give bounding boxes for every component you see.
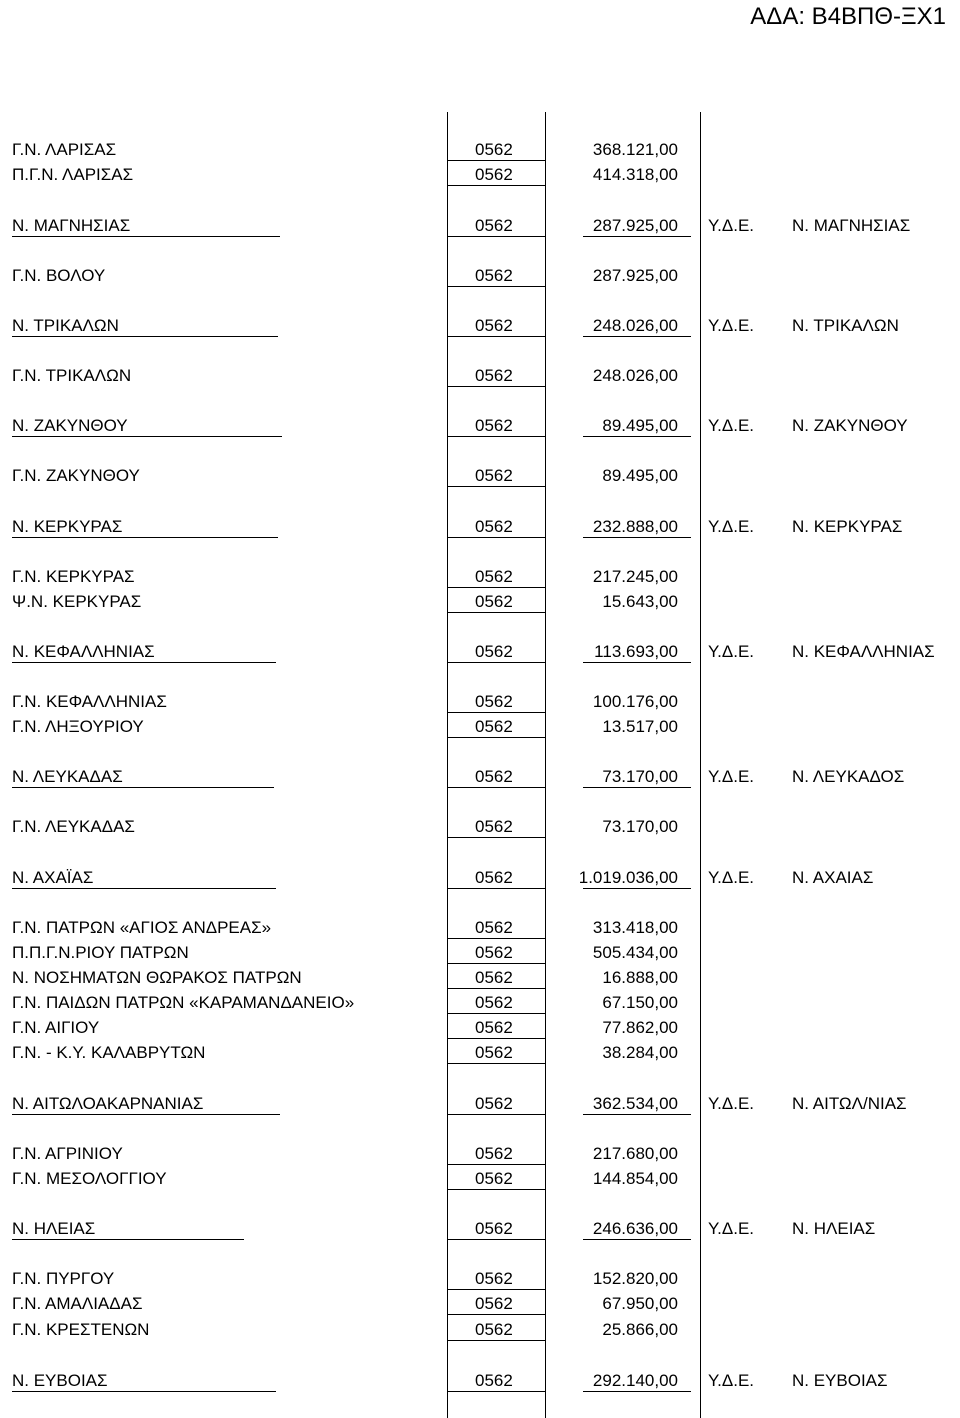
hospital-name: Π.Γ.Ν. ΛΑΡΙΣΑΣ bbox=[12, 165, 134, 184]
hospital-name: Γ.Ν. ΛΕΥΚΑΔΑΣ bbox=[12, 817, 135, 836]
code-underline bbox=[447, 888, 545, 889]
table-row bbox=[0, 414, 960, 438]
amount-value: 287.925,00 bbox=[592, 216, 678, 235]
budget-code: 0562 bbox=[475, 1144, 513, 1163]
code-underline bbox=[447, 1391, 545, 1392]
code-underline bbox=[447, 712, 545, 713]
table-row bbox=[0, 765, 960, 789]
hospital-name: Γ.Ν. ΖΑΚΥΝΘΟΥ bbox=[12, 466, 140, 485]
amount-value: 73.170,00 bbox=[602, 767, 678, 786]
yde-label: Υ.Δ.Ε. bbox=[708, 517, 755, 536]
prefecture-name: Ν. ΚΕΡΚΥΡΑΣ bbox=[12, 517, 123, 536]
code-underline bbox=[447, 286, 545, 287]
amount-value: 25.866,00 bbox=[602, 1320, 678, 1339]
table-row bbox=[0, 1217, 960, 1241]
yde-prefecture: Ν. ΕΥΒΟΙΑΣ bbox=[792, 1371, 888, 1390]
table-row bbox=[0, 815, 960, 839]
prefecture-name: Ν. ΗΛΕΙΑΣ bbox=[12, 1219, 96, 1238]
budget-code: 0562 bbox=[475, 1371, 513, 1390]
yde-label: Υ.Δ.Ε. bbox=[708, 1371, 755, 1390]
budget-code: 0562 bbox=[475, 1269, 513, 1288]
table-row bbox=[0, 991, 960, 1015]
budget-code: 0562 bbox=[475, 567, 513, 586]
amount-underline bbox=[583, 236, 691, 237]
table-row bbox=[0, 1041, 960, 1065]
name-underline bbox=[12, 1239, 244, 1240]
code-underline bbox=[447, 612, 545, 613]
table-row bbox=[0, 464, 960, 488]
yde-label: Υ.Δ.Ε. bbox=[708, 416, 755, 435]
name-underline bbox=[12, 662, 276, 663]
code-underline bbox=[447, 963, 545, 964]
table-row bbox=[0, 590, 960, 614]
code-underline bbox=[447, 1013, 545, 1014]
code-underline bbox=[447, 486, 545, 487]
hospital-name: Ψ.Ν. ΚΕΡΚΥΡΑΣ bbox=[12, 592, 142, 611]
hospital-name: Γ.Ν. ΑΙΓΙΟΥ bbox=[12, 1018, 100, 1037]
code-underline bbox=[447, 938, 545, 939]
yde-prefecture: Ν. ΑΧΑΙΑΣ bbox=[792, 868, 874, 887]
code-underline bbox=[447, 988, 545, 989]
code-underline bbox=[447, 185, 545, 186]
code-underline bbox=[447, 1239, 545, 1240]
table-row bbox=[0, 163, 960, 187]
yde-prefecture: Ν. ΑΙΤΩΛ/ΝΙΑΣ bbox=[792, 1094, 907, 1113]
hospital-name: Γ.Ν. ΤΡΙΚΑΛΩΝ bbox=[12, 366, 132, 385]
prefecture-name: Ν. ΕΥΒΟΙΑΣ bbox=[12, 1371, 108, 1390]
code-underline bbox=[447, 1114, 545, 1115]
table-row bbox=[0, 1369, 960, 1393]
code-underline bbox=[447, 737, 545, 738]
hospital-name: Ν. ΝΟΣΗΜΑΤΩΝ ΘΩΡΑΚΟΣ ΠΑΤΡΩΝ bbox=[12, 968, 302, 987]
amount-value: 248.026,00 bbox=[592, 316, 678, 335]
amount-value: 77.862,00 bbox=[602, 1018, 678, 1037]
code-underline bbox=[447, 1289, 545, 1290]
budget-code: 0562 bbox=[475, 642, 513, 661]
amount-value: 287.925,00 bbox=[592, 266, 678, 285]
amount-value: 246.636,00 bbox=[592, 1219, 678, 1238]
amount-underline bbox=[583, 888, 691, 889]
yde-prefecture: Ν. ΛΕΥΚΑΔΟΣ bbox=[792, 767, 905, 786]
table-row bbox=[0, 966, 960, 990]
amount-value: 217.680,00 bbox=[592, 1144, 678, 1163]
table-row bbox=[0, 715, 960, 739]
amount-value: 248.026,00 bbox=[592, 366, 678, 385]
name-underline bbox=[12, 537, 278, 538]
amount-value: 152.820,00 bbox=[592, 1269, 678, 1288]
budget-code: 0562 bbox=[475, 767, 513, 786]
hospital-name: Γ.Ν. ΠΥΡΓΟΥ bbox=[12, 1269, 115, 1288]
budget-code: 0562 bbox=[475, 1043, 513, 1062]
amount-underline bbox=[583, 1114, 691, 1115]
code-underline bbox=[447, 1038, 545, 1039]
code-underline bbox=[447, 386, 545, 387]
hospital-name: Γ.Ν. ΚΡΕΣΤΕΝΩΝ bbox=[12, 1320, 150, 1339]
yde-prefecture: Ν. ΜΑΓΝΗΣΙΑΣ bbox=[792, 216, 911, 235]
name-underline bbox=[12, 436, 282, 437]
amount-value: 67.950,00 bbox=[602, 1294, 678, 1313]
table-row bbox=[0, 264, 960, 288]
hospital-name: Γ.Ν. ΑΜΑΛΙΑΔΑΣ bbox=[12, 1294, 143, 1313]
table-row bbox=[0, 515, 960, 539]
table-row bbox=[0, 690, 960, 714]
amount-value: 313.418,00 bbox=[592, 918, 678, 937]
name-underline bbox=[12, 1114, 280, 1115]
amount-value: 232.888,00 bbox=[592, 517, 678, 536]
amount-value: 67.150,00 bbox=[602, 993, 678, 1012]
code-underline bbox=[447, 436, 545, 437]
yde-label: Υ.Δ.Ε. bbox=[708, 868, 755, 887]
hospital-name: Γ.Ν. ΛΗΞΟΥΡΙΟΥ bbox=[12, 717, 144, 736]
hospital-name: Γ.Ν. ΜΕΣΟΛΟΓΓΙΟΥ bbox=[12, 1169, 167, 1188]
table-row bbox=[0, 138, 960, 162]
name-underline bbox=[12, 787, 274, 788]
budget-code: 0562 bbox=[475, 692, 513, 711]
yde-label: Υ.Δ.Ε. bbox=[708, 1094, 755, 1113]
name-underline bbox=[12, 1391, 276, 1392]
code-underline bbox=[447, 837, 545, 838]
prefecture-name: Ν. ΑΙΤΩΛΟΑΚΑΡΝΑΝΙΑΣ bbox=[12, 1094, 204, 1113]
amount-underline bbox=[583, 336, 691, 337]
amount-value: 362.534,00 bbox=[592, 1094, 678, 1113]
amount-underline bbox=[583, 662, 691, 663]
budget-code: 0562 bbox=[475, 943, 513, 962]
amount-value: 13.517,00 bbox=[602, 717, 678, 736]
hospital-name: Γ.Ν. - Κ.Υ. ΚΑΛΑΒΡΥΤΩΝ bbox=[12, 1043, 206, 1062]
budget-code: 0562 bbox=[475, 366, 513, 385]
name-underline bbox=[12, 888, 276, 889]
amount-value: 89.495,00 bbox=[602, 466, 678, 485]
hospital-name: Π.Π.Γ.Ν.ΡΙΟΥ ΠΑΤΡΩΝ bbox=[12, 943, 189, 962]
code-underline bbox=[447, 1189, 545, 1190]
budget-code: 0562 bbox=[475, 1169, 513, 1188]
code-underline bbox=[447, 160, 545, 161]
budget-code: 0562 bbox=[475, 918, 513, 937]
table-row bbox=[0, 916, 960, 940]
budget-code: 0562 bbox=[475, 1094, 513, 1113]
yde-prefecture: Ν. ΚΕΡΚΥΡΑΣ bbox=[792, 517, 903, 536]
budget-code: 0562 bbox=[475, 1018, 513, 1037]
amount-value: 113.693,00 bbox=[594, 642, 678, 661]
amount-value: 1.019.036,00 bbox=[578, 868, 678, 887]
prefecture-name: Ν. ΚΕΦΑΛΛΗΝΙΑΣ bbox=[12, 642, 155, 661]
amount-value: 368.121,00 bbox=[592, 140, 678, 159]
code-underline bbox=[447, 1164, 545, 1165]
budget-code: 0562 bbox=[475, 316, 513, 335]
prefecture-name: Ν. ΛΕΥΚΑΔΑΣ bbox=[12, 767, 123, 786]
table-row bbox=[0, 1267, 960, 1291]
table-row bbox=[0, 1167, 960, 1191]
amount-underline bbox=[583, 537, 691, 538]
name-underline bbox=[12, 236, 280, 237]
hospital-name: Γ.Ν. ΛΑΡΙΣΑΣ bbox=[12, 140, 117, 159]
code-underline bbox=[447, 1063, 545, 1064]
budget-code: 0562 bbox=[475, 993, 513, 1012]
yde-label: Υ.Δ.Ε. bbox=[708, 216, 755, 235]
code-underline bbox=[447, 587, 545, 588]
hospital-name: Γ.Ν. ΠΑΙΔΩΝ ΠΑΤΡΩΝ «ΚΑΡΑΜΑΝΔΑΝΕΙΟ» bbox=[12, 993, 355, 1012]
amount-underline bbox=[583, 1239, 691, 1240]
amount-value: 100.176,00 bbox=[592, 692, 678, 711]
amount-value: 505.434,00 bbox=[592, 943, 678, 962]
yde-prefecture: Ν. ΤΡΙΚΑΛΩΝ bbox=[792, 316, 899, 335]
budget-code: 0562 bbox=[475, 717, 513, 736]
table-row bbox=[0, 941, 960, 965]
hospital-name: Γ.Ν. ΠΑΤΡΩΝ «ΑΓΙΟΣ ΑΝΔΡΕΑΣ» bbox=[12, 918, 272, 937]
code-underline bbox=[447, 1314, 545, 1315]
hospital-name: Γ.Ν. ΑΓΡΙΝΙΟΥ bbox=[12, 1144, 123, 1163]
budget-code: 0562 bbox=[475, 1320, 513, 1339]
hospital-name: Γ.Ν. ΚΕΦΑΛΛΗΝΙΑΣ bbox=[12, 692, 167, 711]
table-row bbox=[0, 214, 960, 238]
yde-label: Υ.Δ.Ε. bbox=[708, 316, 755, 335]
hospital-name: Γ.Ν. ΚΕΡΚΥΡΑΣ bbox=[12, 567, 135, 586]
table-row bbox=[0, 1318, 960, 1342]
name-underline bbox=[12, 336, 278, 337]
table-row bbox=[0, 1016, 960, 1040]
prefecture-name: Ν. ΖΑΚΥΝΘΟΥ bbox=[12, 416, 128, 435]
amount-value: 38.284,00 bbox=[602, 1043, 678, 1062]
budget-code: 0562 bbox=[475, 1294, 513, 1313]
code-underline bbox=[447, 336, 545, 337]
budget-code: 0562 bbox=[475, 416, 513, 435]
amount-value: 15.643,00 bbox=[602, 592, 678, 611]
table-row bbox=[0, 1292, 960, 1316]
table-row bbox=[0, 364, 960, 388]
code-underline bbox=[447, 662, 545, 663]
table-row bbox=[0, 1142, 960, 1166]
amount-value: 73.170,00 bbox=[602, 817, 678, 836]
amount-value: 292.140,00 bbox=[592, 1371, 678, 1390]
table-row bbox=[0, 565, 960, 589]
amount-value: 16.888,00 bbox=[602, 968, 678, 987]
budget-code: 0562 bbox=[475, 466, 513, 485]
code-underline bbox=[447, 537, 545, 538]
amount-value: 217.245,00 bbox=[592, 567, 678, 586]
yde-label: Υ.Δ.Ε. bbox=[708, 1219, 755, 1238]
prefecture-name: Ν. ΑΧΑΪΑΣ bbox=[12, 868, 94, 887]
table-row bbox=[0, 314, 960, 338]
table-row bbox=[0, 866, 960, 890]
budget-code: 0562 bbox=[475, 165, 513, 184]
table-row bbox=[0, 1092, 960, 1116]
yde-label: Υ.Δ.Ε. bbox=[708, 767, 755, 786]
budget-code: 0562 bbox=[475, 592, 513, 611]
budget-code: 0562 bbox=[475, 817, 513, 836]
table-row bbox=[0, 640, 960, 664]
budget-code: 0562 bbox=[475, 517, 513, 536]
yde-prefecture: Ν. ΖΑΚΥΝΘΟΥ bbox=[792, 416, 908, 435]
yde-prefecture: Ν. ΗΛΕΙΑΣ bbox=[792, 1219, 876, 1238]
yde-prefecture: Ν. ΚΕΦΑΛΛΗΝΙΑΣ bbox=[792, 642, 935, 661]
amount-value: 89.495,00 bbox=[602, 416, 678, 435]
ada-header: ΑΔΑ: Β4ΒΠΘ-ΞΧ1 bbox=[750, 3, 946, 30]
budget-code: 0562 bbox=[475, 1219, 513, 1238]
code-underline bbox=[447, 236, 545, 237]
amount-value: 414.318,00 bbox=[592, 165, 678, 184]
code-underline bbox=[447, 787, 545, 788]
yde-label: Υ.Δ.Ε. bbox=[708, 642, 755, 661]
prefecture-name: Ν. ΤΡΙΚΑΛΩΝ bbox=[12, 316, 119, 335]
prefecture-name: Ν. ΜΑΓΝΗΣΙΑΣ bbox=[12, 216, 131, 235]
hospital-name: Γ.Ν. ΒΟΛΟΥ bbox=[12, 266, 106, 285]
budget-code: 0562 bbox=[475, 216, 513, 235]
amount-underline bbox=[583, 787, 691, 788]
amount-underline bbox=[583, 1391, 691, 1392]
code-underline bbox=[447, 1340, 545, 1341]
budget-code: 0562 bbox=[475, 968, 513, 987]
budget-code: 0562 bbox=[475, 140, 513, 159]
amount-value: 144.854,00 bbox=[592, 1169, 678, 1188]
amount-underline bbox=[583, 436, 691, 437]
budget-code: 0562 bbox=[475, 868, 513, 887]
budget-code: 0562 bbox=[475, 266, 513, 285]
